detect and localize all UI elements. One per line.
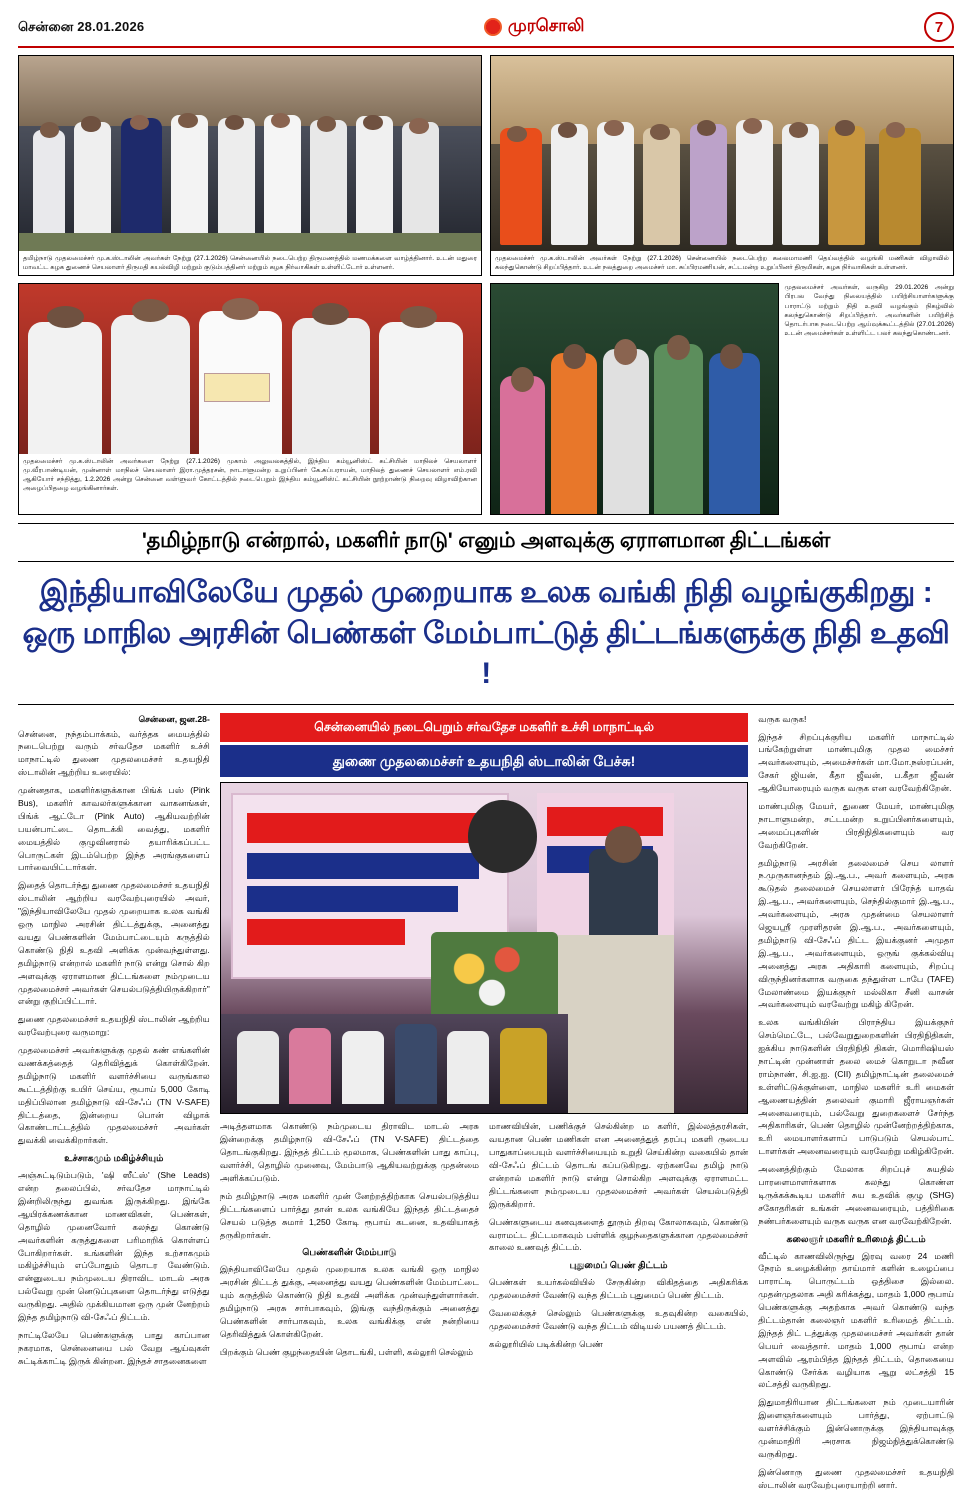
paper-name: முரசொலி (507, 16, 585, 35)
paragraph: இந்தியாவிலேயே முதல் முறையாக உலக வங்கி ஒரு மாநில அரசின் திட்டத் துக்கு, அனைத்து வயது பெண்களின் மேம்பாட்டை யும் கருத்தில் கொண்டு நிதி உதவி அளிக்க முன்வந்துள்ளார்கள். தமிழ்நாடு அரசு சார்பாகவும், இங்கு வந்திருக்கும் அனைத்து பெண்களின் சார்பாகவும், உலக வங்கிக்கு என் நன்றியை தெரிவித்துக் கொள்கிறேன். (219, 1264, 480, 1339)
paragraph: முதலமைச்சர் அவர்களுக்கு முதல் கண் எங்களின் வணக்கத்தைத் தெரிவித்துக் கொள்கிறேன். தமிழ்நாடு மகளிர் வளர்ச்சியை வருங்கால கூட்டத்திற்கு உயிர் செய்ய, ரூபாய் 5,000 கோடி மதிப்பிலான தமிழ்நாடு வி-சேஃப் (TN V-SAFE) திட்டத்தை, இன்றைய பொன் விழாக் கொண்டாட்டத்தில் முதலமைச்சர் அவர்கள் துவக்கி வைக்கிறார்கள். (18, 1045, 210, 1146)
paper-logo (484, 16, 585, 38)
article-column-middle (220, 713, 748, 1497)
photo-caption: முதலமைச்சர் மு.க.ஸ்டாலின் அவர்களை நேற்று (27.1.2026) முகாம் அலுவலகத்தில், இந்திய கம்யூனிஸ்ட் கட்சியின் மாநிலச் செயலாளர் மு.வீரபாண்டியன், முன்னாள் மாநிலச் செயலாளர் இரா.முத்தரசன், நாடாளுமன்ற உறுப்பினர் கே.சுப்பராயன், மாநிலத் துணைச் செயலாளர் எம்.ரவி ஆகியோர் சந்தித்து, 1.2.2026 அன்று சென்னை வள்ளுவர் கோட்டத்தில் நடைபெறும் இந்திய கம்யூனிஸ்ட் கட்சியின் நூற்றாண்டு நிறைவு விழாவிற்கான அழைப்பிதழை வழங்கினார்கள். (23, 458, 477, 493)
paragraph: அடித்தளமாக கொண்டு நம்முடைய திராவிட மாடல் அரசு இன்றைக்கு தமிழ்நாடு வி-சேஃப் (TN V-SAFE) திட்டத்தை தொடங்குகிறது. இந்தத் திட்டம் மூலமாக, பெண்களின் பாது காப்பு, வளர்ச்சி, தொழில் முனைவு, மேம்பாடு ஆகியவற்றுக்கு முதன்மை அளிக்கப்படும். (219, 1121, 480, 1184)
photo-caption: முதலமைச்சர் அவர்கள், வருகிற 29.01.2026 அன்று பிரபல வேந்து நிலையத்தில் பயிற்சியாளர்களுக்கு பாராட்டு மற்றும் நிதி உதவி வழங்கும் நிகழ்வில் கலந்துகொண்டு சிறப்பித்தார். அவர்களின் பயிற்சித் தொடர்பாக நடைபெற்ற ஆய்வுக்கூட்டத்தில் (27.01.2026) உடன் அமைச்சர்கள் உள்ளிட்ட பலர் கலந்துகொண்டனர். (784, 284, 954, 338)
article-column-left (18, 713, 210, 1497)
strapline (18, 523, 954, 562)
masthead (18, 12, 954, 48)
paragraph: அனைத்திற்கும் மேலாக சிறப்புச் சுயதில் பாரளைமாளர்களாக கலந்து கொண்ள டிருக்கக்கூடிய மகளிர் சுய உதவிக் குழு (SHG) சகோதரிகள் உங்கள் அனைவரையும், பத்திரிகை நண்பர்களையும் வருக வருக என வரவேற்கிறேன். (758, 1164, 954, 1226)
article-body (18, 713, 954, 1497)
main-headline (18, 562, 954, 705)
photo-mid-right (490, 283, 779, 515)
paragraph: இதைத் தொடர்ந்து துணை முதலமைச்சர் உதயநிதி ஸ்டாலின் ஆற்றிய வரவேற்புரையில் அவர், "இந்தியாவிலேயே முதல் முறையாக உலக வங்கி ஒரு மாநில அரசின் திட்டத்துக்கு, அனைத்து வயது பெண்களின் மேம்பாட்டையும் கருத்தில் கொண்டு நிதி உதவி அளிக்க முன்வந்துள்ளது. தமிழ்நாடு என்றால் மகளிர் நாடு என்று சொல் கிற அளவுக்கு ஏராளமான திட்டங்களை நம்முடைய முதலமைச்சர் அவர்கள் செயல்படுத்தியிருக்கிறார்" என்று குறிப்பிட்டார். (18, 880, 210, 1007)
paragraph: வருக வருக! (758, 713, 807, 724)
photo-top-left (18, 55, 482, 276)
red-banner: சென்னையில் நடைபெறும் சர்வதேச மகளிர் உச்சி மாநாட்டில் (220, 713, 748, 742)
photo-top-right (490, 55, 954, 276)
paragraph: கல்லூரியில் படிக்கின்ற பெண் (489, 1338, 604, 1349)
subheading: பெண்களின் மேம்பாடு (302, 1247, 397, 1258)
strapline-text: 'தமிழ்நாடு என்றால், மகளிர் நாடு' எனும் அளவுக்கு ஏராளமான திட்டங்கள் (141, 529, 831, 553)
photo-caption: தமிழ்நாடு முதலமைச்சர் மு.க.ஸ்டாலின் அவர்கள் நேற்று (27.1.2026) சென்னையில் நடைபெற்ற திருமணத்தில் மணமக்களை வாழ்த்தினார். உடன் மதுரை மாவட்ட கழக துணைச் செயலாளர் திருமதி கயல்விழி மற்றும் குடும்பத்தினர் மற்றும் கழக நிர்வாகிகள் உள்ளிட்டோர் உள்ளனர். (23, 255, 477, 272)
blue-banner: துணை முதலமைச்சர் உதயநிதி ஸ்டாலின் பேச்சு! (220, 745, 748, 778)
paragraph: மாண்புமிகு மேயர், துணை மேயர், மாண்புமிகு நாடாளுமன்ற, சட்டமன்ற உறுப்பினர்களையும், அமைப்புகளின் பிரதிநிதிகளையும் வர வேற்கிறேன். (758, 801, 954, 850)
subheading: கலைஞர் மகளிர் உரிமைத் திட்டம் (786, 1233, 926, 1244)
sub-column-2 (489, 1120, 748, 1363)
paragraph: உலக வங்கியின் பிராந்திய இயக்குநர் செம்மெட்டே, பல்வேறுதுறைகளின் பிரதிநிதிகள், ஐக்கிய நாடுகளின் பிரதிநிதி திகள், மொரிஷியஸ் நாட்டின் முன்னாள் தலை மைச் கொறுடா நவீன ராம்நாண், சி.ஐ.ஐ. (CII) தமிழ்நாட்டின் தலைமைச் உள்ளிட்டுக்குள்ளை, மாநில மகளிர் உரி மைகள் ஆணையத்தின் தலைவர் குமாரி ஜீராயஞர்கள் அனைவரையும், பல்வேறு துறைகளைச் சேர்ந்த அதிகாரிகள், பெண் தொழில் முன்னேற்றத்திற்காக, உரி மையாளர்களாப் பாடுபடும் செயல்பாட் டாளர்கள் அனைவரையும் வரவேற்று மகிழ்கிறேன். (758, 1017, 954, 1157)
paragraph: பிறக்கும் பெண் குழந்தையின் தொடங்கி, பள்ளி, கல்லூரி செல்லும் (219, 1346, 474, 1357)
dateline: சென்னை, ஜன.28- (138, 713, 210, 724)
paragraph: தமிழ்நாடு அரசின் தலைமைச் செய லாளர் ந.முருகானந்தம் இ.ஆ.ப., அவர் களையும், அரசு கூடுதல் தலைமைச் செயலாளர் பிரேந்த் யாதவ் இ.ஆ.ப., அவர்களையும், செந்தில்குமார் இ.ஆ.ப., அவர்களையும், அரசு முதன்மை செயலாளர் ஜெயஸ்ரீ முரளிதரன் இ.ஆ.ப., அவர்களையும், தமிழ்நாடு வி-சேஃப் திட்ட இயக்குனர் அமுதா இ.ஆ.ப., அவர்களையும், ஒருங் குக்கல்வியு அனைத்து அரசு அதிகாரி களையும், சிறப்பு விருந்தினர்களாக வருகை தந்துள்ள டாபே (TAFE) மேலாண்மை இயக்குநர் மல்லிகா சீனி வாசன் அவர்களையும் வரவேற்று மகிழ் கிறேன். (758, 857, 954, 1010)
main-event-photo (220, 782, 748, 1114)
headline-line-2: ஒரு மாநில அரசின் பெண்கள் மேம்பாட்டுத் திட்டங்களுக்கு நிதி உதவி ! (22, 616, 950, 691)
paragraph: முன்னதாக, மகளிர்களுக்கான பிங்க் பஸ் (Pink Bus), மகளிர் காவலர்களுக்கான வாகனங்கள், பிங்க் ஆட்டோ (Pink Auto) ஆகியவற்றின் பயன்பாட்டை தொடக்கி வைத்து, மகளிர் மையத்தில் குழுவினரால் தயாரிக்கப்பட்ட பொருட்கள் இடம்பெற்ற இந்த அரங்குகளைப் பார்வையிட்டார்கள். (18, 785, 210, 873)
photo-image (491, 284, 778, 514)
sub-column-1 (220, 1120, 479, 1363)
paragraph: நாட்டிலேயே பெண்களுக்கு பாது காப்பான நகரமாக, சென்னையை பல் வேறு ஆய்வுகள் சுட்டிக்காட்டி இருக் கின்றன. இந்தச் சாதனைகளை (18, 1329, 210, 1366)
article-column-right (758, 713, 954, 1497)
photo-grid (18, 55, 954, 515)
photo-image (19, 284, 481, 454)
photo-image (491, 56, 953, 251)
subheading: புதுமைப் பெண் திட்டம் (569, 1260, 668, 1271)
photo-image (19, 56, 481, 251)
photo-mid-right-wrap (490, 283, 954, 515)
sub-columns (220, 1120, 748, 1363)
paragraph: சென்னை, நந்தம்பாக்கம், வர்த்தக மையத்தில் நடைபெற்று வரும் சர்வதேச மகளிர் உச்சி மாநாட்டில் துணை முதலமைச்சர் உதயநிதி ஸ்டாலின் ஆற்றிய உரையில்: (18, 728, 210, 778)
paragraph: அஞ்சுட்டிடும்படும், 'ஷி ஸீட்ஸ்' (She Leads) என்ற தலைப்பில், சர்வதேச மாநாட்டில் இன்றிலிருந்து துவங்க இருக்கிறது. இங்கே ஆயிரக்கணக்கான மாணவிகள், பெண்கள், தொழில் முனைவோர் கலந்து கொண்டு அவர்களின் கருத்துகளை பரிமாறிக் கொள்ளப் போகிறார்கள். உங்களின் இந்த உற்சாகமும் மகிழ்ச்சியும் எப்போதும் தொடர வேண்டும். என்னுடைய நம்முடைய திராவிட மாடல் அரசு பல்வேறு முன் னெடுப்புகளை தொடர்ந்து எடுத்து வருகிறது. அதில் முக்கியமான ஒரு முன் னேற்றம் இந்த தமிழ்நாடு வி-சேஃப் திட்டம். (18, 1170, 210, 1322)
paragraph: பெண்கள் உயர்கல்வியில் சேருகின்ற விகிதத்தை அதிகரிக்க முதலமைச்சர் வேண்டு வந்த திட்டம் புதுமைப் பெண் திட்டம். (489, 1277, 749, 1301)
photo-caption: முதலமைச்சர் மு.க.ஸ்டாலின் அவர்கள் நேற்று (27.1.2026) சென்னையில் நடைபெற்ற கலைமாமணி தெய்வத்தில் வழங்கி மணிகள் விழாவில் கலந்துகொண்டு சிறப்பித்தார். உடன் நலத்துறை அமைச்சர் மா. சுப்பிரமணியன், சட்டமன்ற உறுப்பினர் திருமிகள், கழக நிர்வாகிகள் உள்ளனர். (495, 255, 949, 272)
paragraph: பெண்களுடைய கனவுகளைத் தூரும் திறவு கோலாகவும், கொண்டு வராமட்ட திட்டமாகவும் பள்ளிக் குழந்தைகளுக்கான முதலமைச்சர் காலை உணவுத் திட்டம். (489, 1216, 749, 1253)
page-number: 7 (924, 12, 954, 42)
paragraph: நம் தமிழ்நாடு அரசு மகளிர் முன் னேற்றத்திற்காக செயல்படுத்திய திட்டங்களைப் பார்த்து தான் உலக வங்கியே இந்தத் திட்டத்தைச் செயல் படுத்த சுமார் 1,250 கோடி ரூபாய் கடனை, உதவியாகத் தருகிறார்கள். (219, 1190, 480, 1240)
rising-sun-icon (484, 18, 502, 36)
photo-mid-left (18, 283, 482, 515)
subheading: உச்சாகமும் மகிழ்ச்சியும் (64, 1153, 164, 1164)
paragraph: துணை முதலமைச்சர் உதயநிதி ஸ்டாலின் ஆற்றிய வரவேற்புரை வருமாறு: (18, 1014, 210, 1038)
headline-line-1: இந்தியாவிலேயே முதல் முறையாக உலக வங்கி நிதி வழங்குகிறது : (39, 576, 933, 610)
paragraph: இதுமாதிரியான திட்டங்களை நம் முடையாரின் இளைஞர்களையும் பார்த்து, ஏற்பாட்டு வளர்ச்சிக்கும் இன்னொருக்கு இந்தியாவுக்கு முன்மாதிரி அரசாக நிஜம்நித்துக்கொண்டு வருகிறது. (758, 1397, 954, 1459)
paragraph: வேலைக்குச் செல்லும் பெண்களுக்கு உதவுகின்ற வகையில், முதலமைச்சர் வேண்டு வந்த திட்டம் விடியல் பயணத் திட்டம். (489, 1308, 749, 1332)
paragraph: இந்தச் சிறப்புக்குரிய மகளிர் மாநாட்டில் பங்கேற்றுள்ள மாண்புமிகு முதல மைச்சர் அவர்களையும், அமைச்சர்கள் மா.மோ.நஸ்ரப்பன், சேகர் ஜியன், கீதா ஜீவன், ப.கீதா ஜீவன் ஆகியோரையும் வருக வருக என வரவேற்கிறேன். (758, 731, 954, 794)
paragraph: வீட்டில் காணவிலிருந்து இரவு வரை 24 மணி நேரம் உழைக்கின்ற தாய்மார் களின் உழைப்பை பாராட்டி பொருட்டம் ஒத்திசை இல்லை. முதன்முதலாக அதி கரிக்கத்து, மாதம் 1,000 ரூபாய் பெண்களுக்கு அதற்காக அவர் கொண்டு வந்த திட்டம்தான் கலைஞர் மகளிர் உரிமைத் திட்டம். இந்தத் திட் டத்துக்கு முதலமைச்சர் அவர்கள் தான் பெயர் வைத்தார். மாதம் 1,000 ரூபாய் என்ற அளவில் ஆரம்பித்த இந்தத் திட்டம், தொகையை கொண்டு சேர்க்க வழியாக ஆறு லட்சத்தி 15 லட்சத்தி வருகிறது. (758, 1250, 954, 1390)
paragraph: மாணவியின், பணிக்குச் செல்கின்ற ம களிர், இல்லத்தரசிகள், வயதான பெண் மணிகள் என அனைத்துத் தரப்பு மகளி ருடைய பாதுகாப்பையும் வளர்ச்சியையும் உறுதி செய்கின்ற வகையில் தான் வி-சேஃப் திட்டம் தொடங் கப்படுகிறது. ஏற்கனவே தமிழ் நாடு என்றால் மகளிர் நாடு என்று சொல்கிற அளவுக்கு ஏராளமட்ட திட்டங்களை நம்முடைய முதலமைச்சர் அவர்கள் செயல்படுத்தி இருக்கிறார். (489, 1121, 749, 1209)
paragraph: இன்னொரு துணை முதலமைச்சர் உதயநிதி ஸ்டாலின் வரவேற்புரையாற்றி னார். (758, 1466, 954, 1490)
place-date: சென்னை 28.01.2026 (18, 18, 145, 34)
